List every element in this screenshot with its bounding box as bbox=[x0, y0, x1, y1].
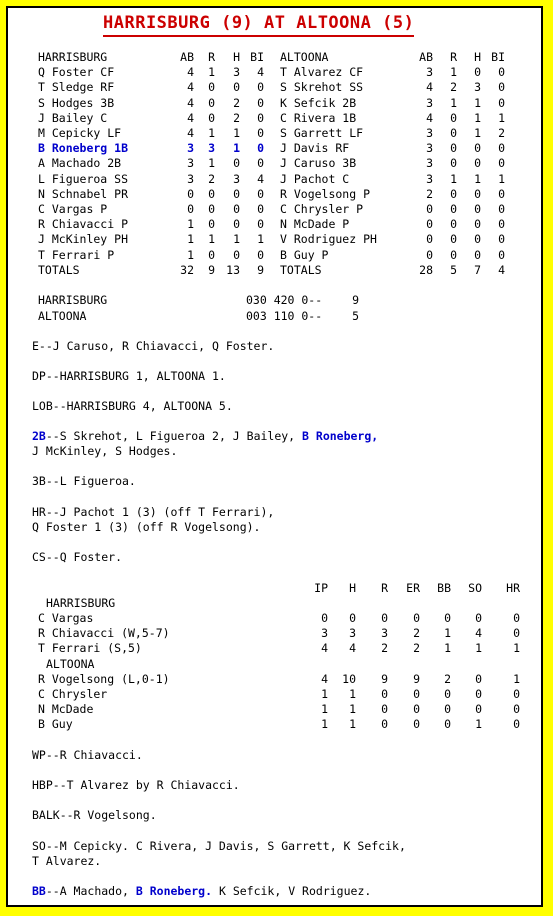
home-stat-h: 0 bbox=[474, 217, 481, 232]
pitcher-stat: 1 bbox=[513, 641, 520, 656]
linescore-team: HARRISBURG bbox=[38, 293, 108, 307]
home-player-name: J Pachot C bbox=[280, 171, 350, 186]
away-stat-bi: 0 bbox=[257, 156, 264, 171]
away-stat-ab: 0 bbox=[187, 186, 194, 201]
pitcher-stat: 9 bbox=[413, 671, 420, 686]
away-player-name: J McKinley PH bbox=[38, 232, 129, 247]
home-stat-ab: 0 bbox=[426, 202, 433, 216]
away-stat-bi: 0 bbox=[257, 217, 264, 232]
away-stat-h: 3 bbox=[233, 171, 240, 186]
away-stat-h: 1 bbox=[233, 141, 240, 156]
away-stat-ab: 3 bbox=[187, 156, 194, 171]
home-stat-ab: 4 bbox=[426, 80, 433, 95]
away-stat-bi: 1 bbox=[257, 232, 264, 247]
pitcher-stat: 0 bbox=[444, 611, 451, 625]
home-stat-bi: 1 bbox=[498, 171, 505, 186]
triples-note: 3B--L Figueroa. bbox=[32, 474, 136, 488]
box-row bbox=[8, 80, 541, 95]
pitcher-stat: 1 bbox=[349, 687, 356, 701]
box-row bbox=[8, 248, 541, 263]
pitcher-stat: 9 bbox=[381, 671, 388, 686]
home-stat-h: 1 bbox=[474, 171, 481, 186]
balk-note: BALK--R Vogelsong. bbox=[32, 808, 157, 822]
pitcher-stat: 4 bbox=[321, 671, 328, 686]
pitcher-stat: 0 bbox=[381, 717, 388, 732]
pitching-col-ip: IP bbox=[314, 581, 328, 595]
home-stat-r: 0 bbox=[450, 141, 457, 156]
pitcher-stat: 2 bbox=[381, 641, 388, 656]
away-stat-bi: 0 bbox=[257, 247, 264, 262]
away-stat-h: 0 bbox=[233, 186, 240, 201]
home-stat-bi: 0 bbox=[498, 95, 505, 110]
away-stat-bi: 0 bbox=[257, 126, 264, 140]
linescore-row bbox=[8, 293, 541, 308]
pitching-team-home: ALTOONA bbox=[46, 656, 95, 671]
pitcher-stat: 1 bbox=[321, 702, 328, 717]
away-stat-ab: 4 bbox=[187, 126, 194, 140]
home-col-h: H bbox=[474, 50, 481, 64]
pitcher-stat: 4 bbox=[321, 641, 328, 656]
home-stat-ab: 0 bbox=[426, 247, 433, 262]
pitcher-stat: 0 bbox=[513, 611, 520, 625]
home-stat-r: 0 bbox=[450, 186, 457, 201]
away-stat-h: 3 bbox=[233, 65, 240, 80]
pitcher-stat: 1 bbox=[444, 626, 451, 641]
homeruns-note-cont: Q Foster 1 (3) (off R Vogelsong). bbox=[32, 520, 261, 534]
walks-text: --A Machado, bbox=[45, 884, 136, 898]
home-player-name: S Garrett LF bbox=[280, 126, 364, 140]
strikeouts-note-cont: T Alvarez. bbox=[32, 854, 102, 868]
walks-note bbox=[32, 884, 512, 899]
home-stat-h: 0 bbox=[474, 156, 481, 171]
home-stat-bi: 0 bbox=[498, 232, 505, 247]
home-stat-h: 1 bbox=[474, 110, 481, 125]
home-stat-bi: 0 bbox=[498, 80, 505, 95]
home-stat-bi: 0 bbox=[498, 65, 505, 80]
home-player-name: R Vogelsong P bbox=[280, 186, 371, 201]
away-stat-r: 1 bbox=[208, 65, 215, 80]
home-col-ab: AB bbox=[419, 50, 433, 64]
pitcher-stat: 0 bbox=[513, 717, 520, 732]
away-stat-r: 0 bbox=[208, 217, 215, 232]
away-player-name: A Machado 2B bbox=[38, 156, 122, 171]
pitcher-name: T Ferrari (S,5) bbox=[38, 641, 142, 656]
pitcher-stat: 0 bbox=[513, 626, 520, 641]
pitcher-stat: 0 bbox=[381, 611, 388, 625]
home-stat-bi: 4 bbox=[498, 262, 505, 277]
pitcher-stat: 0 bbox=[381, 702, 388, 717]
boxscore-panel bbox=[6, 6, 543, 907]
home-stat-bi: 0 bbox=[498, 186, 505, 201]
home-stat-ab: 0 bbox=[426, 217, 433, 232]
away-stat-r: 1 bbox=[208, 232, 215, 247]
box-row bbox=[8, 172, 541, 187]
away-stat-r: 0 bbox=[208, 110, 215, 125]
walks-highlight: B Roneberg. bbox=[135, 884, 213, 898]
away-stat-ab: 4 bbox=[187, 110, 194, 125]
box-row bbox=[8, 263, 541, 278]
away-stat-r: 1 bbox=[208, 126, 215, 140]
strikeouts-note: SO--M Cepicky. C Rivera, J Davis, S Garrett, K Sefcik, bbox=[32, 839, 406, 853]
double-plays-note: DP--HARRISBURG 1, ALTOONA 1. bbox=[32, 369, 226, 383]
home-stat-h: 0 bbox=[474, 65, 481, 80]
away-stat-ab: 4 bbox=[187, 95, 194, 110]
home-player-name: J Caruso 3B bbox=[280, 156, 357, 171]
pitching-col-bb: BB bbox=[437, 581, 451, 595]
away-stat-bi: 0 bbox=[257, 80, 264, 95]
pitcher-row bbox=[8, 641, 541, 656]
home-stat-bi: 1 bbox=[498, 110, 505, 125]
box-row bbox=[8, 232, 541, 247]
away-stat-h: 0 bbox=[233, 202, 240, 216]
game-title: HARRISBURG (9) AT ALTOONA (5) bbox=[103, 13, 414, 37]
pitcher-stat: 2 bbox=[413, 626, 420, 641]
away-stat-bi: 0 bbox=[257, 141, 264, 156]
box-row bbox=[8, 217, 541, 232]
pitching-col-er: ER bbox=[406, 581, 420, 595]
away-col-h: H bbox=[233, 50, 240, 64]
home-stat-r: 2 bbox=[450, 80, 457, 95]
home-stat-h: 0 bbox=[474, 247, 481, 262]
pitching-team-away: HARRISBURG bbox=[46, 596, 116, 610]
home-stat-bi: 0 bbox=[498, 247, 505, 262]
home-stat-r: 0 bbox=[450, 217, 457, 232]
linescore-team: ALTOONA bbox=[38, 309, 87, 323]
away-stat-r: 0 bbox=[208, 186, 215, 201]
away-stat-r: 9 bbox=[208, 262, 215, 277]
caught-stealing-note: CS--Q Foster. bbox=[32, 550, 123, 564]
home-stat-r: 0 bbox=[450, 110, 457, 125]
away-stat-r: 0 bbox=[208, 95, 215, 110]
pitcher-stat: 1 bbox=[475, 717, 482, 732]
home-stat-ab: 3 bbox=[426, 126, 433, 140]
pitcher-stat: 0 bbox=[349, 611, 356, 625]
home-stat-bi: 2 bbox=[498, 126, 505, 140]
box-row bbox=[8, 156, 541, 171]
home-stat-h: 3 bbox=[474, 80, 481, 95]
away-col-r: R bbox=[208, 50, 215, 64]
home-player-name: C Chrysler P bbox=[280, 202, 364, 216]
doubles-note-cont: J McKinley, S Hodges. bbox=[32, 444, 178, 458]
hit-by-pitch-note: HBP--T Alvarez by R Chiavacci. bbox=[32, 778, 240, 792]
home-player-name: V Rodriguez PH bbox=[280, 232, 377, 247]
linescore-runs: 5 bbox=[352, 309, 359, 323]
home-stat-h: 0 bbox=[474, 141, 481, 156]
box-row bbox=[8, 65, 541, 80]
away-player-name: N Schnabel PR bbox=[38, 186, 129, 201]
pitching-col-r: R bbox=[381, 581, 388, 595]
pitcher-stat: 1 bbox=[475, 641, 482, 656]
home-stat-ab: 4 bbox=[426, 110, 433, 125]
pitcher-stat: 3 bbox=[349, 626, 356, 641]
away-stat-h: 0 bbox=[233, 247, 240, 262]
box-row bbox=[8, 141, 541, 156]
away-stat-bi: 0 bbox=[257, 186, 264, 201]
away-stat-ab: 0 bbox=[187, 202, 194, 216]
home-stat-r: 0 bbox=[450, 232, 457, 247]
home-stat-h: 7 bbox=[474, 262, 481, 277]
pitcher-stat: 2 bbox=[413, 641, 420, 656]
pitcher-name: R Chiavacci (W,5-7) bbox=[38, 626, 170, 641]
home-player-name: C Rivera 1B bbox=[280, 110, 357, 125]
pitcher-stat: 0 bbox=[413, 702, 420, 717]
home-col-bi: BI bbox=[491, 50, 505, 64]
away-player-name: TOTALS bbox=[38, 262, 80, 277]
away-player-name: Q Foster CF bbox=[38, 65, 115, 80]
pitcher-name: C Vargas bbox=[38, 611, 94, 625]
pitcher-stat: 0 bbox=[475, 687, 482, 701]
pitching-col-so: SO bbox=[468, 581, 482, 595]
away-player-name: J Bailey C bbox=[38, 110, 108, 125]
away-stat-ab: 3 bbox=[187, 141, 194, 156]
away-stat-r: 0 bbox=[208, 80, 215, 95]
pitcher-stat: 4 bbox=[349, 641, 356, 656]
home-player-name: J Davis RF bbox=[280, 141, 350, 156]
home-stat-ab: 0 bbox=[426, 232, 433, 247]
away-stat-bi: 0 bbox=[257, 95, 264, 110]
home-stat-ab: 2 bbox=[426, 186, 433, 201]
pitcher-stat: 0 bbox=[321, 611, 328, 625]
home-stat-r: 0 bbox=[450, 247, 457, 262]
home-player-name: B Guy P bbox=[280, 247, 329, 262]
pitcher-stat: 0 bbox=[444, 687, 451, 701]
doubles-text: --S Skrehot, L Figueroa 2, J Bailey, bbox=[45, 429, 303, 443]
pitcher-stat: 0 bbox=[413, 611, 420, 625]
home-team-header: ALTOONA bbox=[280, 50, 329, 64]
away-stat-h: 2 bbox=[233, 110, 240, 125]
pitcher-stat: 1 bbox=[321, 687, 328, 701]
pitcher-stat: 0 bbox=[413, 687, 420, 701]
away-stat-bi: 9 bbox=[257, 262, 264, 277]
away-stat-bi: 4 bbox=[257, 171, 264, 186]
away-stat-ab: 1 bbox=[187, 232, 194, 247]
away-stat-h: 0 bbox=[233, 80, 240, 95]
pitcher-stat: 1 bbox=[349, 702, 356, 717]
away-player-name: M Cepicky LF bbox=[38, 126, 122, 140]
away-stat-r: 0 bbox=[208, 202, 215, 216]
pitcher-row bbox=[8, 687, 541, 702]
away-stat-h: 13 bbox=[226, 262, 240, 277]
pitcher-name: C Chrysler bbox=[38, 687, 108, 701]
left-on-base-note: LOB--HARRISBURG 4, ALTOONA 5. bbox=[32, 399, 233, 413]
home-stat-ab: 3 bbox=[426, 65, 433, 80]
away-team-header: HARRISBURG bbox=[38, 50, 108, 64]
doubles-label: 2B bbox=[32, 429, 46, 443]
away-player-name: R Chiavacci P bbox=[38, 217, 129, 232]
away-stat-ab: 1 bbox=[187, 217, 194, 232]
box-row bbox=[8, 202, 541, 217]
away-stat-ab: 1 bbox=[187, 247, 194, 262]
away-stat-ab: 4 bbox=[187, 65, 194, 80]
home-stat-r: 1 bbox=[450, 65, 457, 80]
pitcher-row bbox=[8, 672, 541, 687]
pitcher-stat: 0 bbox=[513, 687, 520, 701]
away-stat-bi: 4 bbox=[257, 65, 264, 80]
pitcher-stat: 1 bbox=[444, 641, 451, 656]
box-row bbox=[8, 187, 541, 202]
away-player-name: C Vargas P bbox=[38, 202, 108, 216]
pitching-header-row bbox=[8, 581, 541, 596]
home-stat-h: 1 bbox=[474, 95, 481, 110]
home-col-r: R bbox=[450, 50, 457, 64]
away-player-name: T Ferrari P bbox=[38, 247, 115, 262]
pitcher-row bbox=[8, 626, 541, 641]
away-stat-h: 0 bbox=[233, 217, 240, 232]
box-row bbox=[8, 111, 541, 126]
pitcher-row bbox=[8, 611, 541, 626]
home-stat-r: 0 bbox=[450, 156, 457, 171]
away-stat-r: 0 bbox=[208, 247, 215, 262]
away-stat-h: 1 bbox=[233, 232, 240, 247]
walks-label: BB bbox=[32, 884, 46, 898]
away-stat-r: 1 bbox=[208, 156, 215, 171]
linescore-innings: 030 420 0-- bbox=[246, 293, 323, 307]
pitcher-stat: 0 bbox=[475, 702, 482, 717]
pitcher-row bbox=[8, 702, 541, 717]
away-stat-h: 0 bbox=[233, 156, 240, 171]
away-stat-r: 2 bbox=[208, 171, 215, 186]
home-player-name: N McDade P bbox=[280, 217, 350, 232]
away-col-ab: AB bbox=[180, 50, 194, 64]
home-stat-r: 1 bbox=[450, 171, 457, 186]
home-stat-ab: 3 bbox=[426, 95, 433, 110]
linescore-row bbox=[8, 309, 541, 324]
pitcher-stat: 0 bbox=[444, 702, 451, 717]
away-stat-ab: 4 bbox=[187, 80, 194, 95]
pitcher-stat: 0 bbox=[475, 611, 482, 625]
home-stat-bi: 0 bbox=[498, 217, 505, 232]
pitching-col-hr: HR bbox=[506, 581, 520, 595]
linescore-innings: 003 110 0-- bbox=[246, 309, 323, 323]
home-player-name: T Alvarez CF bbox=[280, 65, 364, 80]
away-col-bi: BI bbox=[250, 50, 264, 64]
home-player-name: TOTALS bbox=[280, 262, 322, 277]
pitcher-stat: 0 bbox=[444, 717, 451, 732]
home-stat-bi: 0 bbox=[498, 156, 505, 171]
away-stat-bi: 0 bbox=[257, 202, 264, 216]
wild-pitch-note: WP--R Chiavacci. bbox=[32, 748, 143, 762]
pitcher-stat: 1 bbox=[321, 717, 328, 732]
pitcher-stat: 0 bbox=[381, 687, 388, 701]
box-row bbox=[8, 96, 541, 111]
pitcher-row bbox=[8, 717, 541, 732]
linescore-runs: 9 bbox=[352, 293, 359, 307]
pitcher-stat: 4 bbox=[475, 626, 482, 641]
away-stat-bi: 0 bbox=[257, 110, 264, 125]
pitcher-name: B Guy bbox=[38, 717, 73, 732]
home-stat-ab: 3 bbox=[426, 156, 433, 171]
doubles-note bbox=[32, 429, 512, 444]
pitcher-name: R Vogelsong (L,0-1) bbox=[38, 671, 170, 686]
pitcher-stat: 3 bbox=[381, 626, 388, 641]
away-stat-h: 1 bbox=[233, 126, 240, 140]
pitcher-name: N McDade bbox=[38, 702, 94, 717]
home-stat-h: 0 bbox=[474, 186, 481, 201]
home-stat-r: 5 bbox=[450, 262, 457, 277]
away-player-name: L Figueroa SS bbox=[38, 171, 129, 186]
home-stat-bi: 0 bbox=[498, 141, 505, 156]
home-stat-h: 0 bbox=[474, 202, 481, 216]
home-stat-h: 0 bbox=[474, 232, 481, 247]
pitcher-stat: 1 bbox=[513, 671, 520, 686]
home-stat-ab: 3 bbox=[426, 141, 433, 156]
away-player-name: S Hodges 3B bbox=[38, 95, 115, 110]
home-stat-ab: 28 bbox=[419, 262, 433, 277]
away-stat-h: 2 bbox=[233, 95, 240, 110]
away-player-name: T Sledge RF bbox=[38, 80, 115, 95]
home-stat-h: 1 bbox=[474, 126, 481, 140]
doubles-highlight: B Roneberg, bbox=[302, 429, 379, 443]
home-stat-r: 1 bbox=[450, 95, 457, 110]
home-player-name: K Sefcik 2B bbox=[280, 95, 357, 110]
home-stat-ab: 3 bbox=[426, 171, 433, 186]
box-header-row bbox=[8, 50, 541, 65]
pitcher-stat: 0 bbox=[475, 671, 482, 686]
pitching-col-h: H bbox=[349, 581, 356, 595]
pitcher-stat: 10 bbox=[342, 671, 356, 686]
errors-note: E--J Caruso, R Chiavacci, Q Foster. bbox=[32, 339, 275, 353]
walks-text-cont: K Sefcik, V Rodriguez. bbox=[212, 884, 372, 898]
homeruns-note: HR--J Pachot 1 (3) (off T Ferrari), bbox=[32, 505, 275, 519]
away-stat-ab: 32 bbox=[180, 262, 194, 277]
home-stat-r: 0 bbox=[450, 126, 457, 140]
pitcher-stat: 3 bbox=[321, 626, 328, 641]
away-stat-r: 3 bbox=[208, 141, 215, 156]
pitcher-stat: 0 bbox=[513, 702, 520, 717]
home-stat-bi: 0 bbox=[498, 202, 505, 216]
home-stat-r: 0 bbox=[450, 202, 457, 216]
away-stat-ab: 3 bbox=[187, 171, 194, 186]
away-player-name: B Roneberg 1B bbox=[38, 141, 129, 156]
pitcher-stat: 0 bbox=[413, 717, 420, 732]
pitcher-stat: 1 bbox=[349, 717, 356, 732]
pitcher-stat: 2 bbox=[444, 671, 451, 686]
box-row bbox=[8, 126, 541, 141]
home-player-name: S Skrehot SS bbox=[280, 80, 364, 95]
